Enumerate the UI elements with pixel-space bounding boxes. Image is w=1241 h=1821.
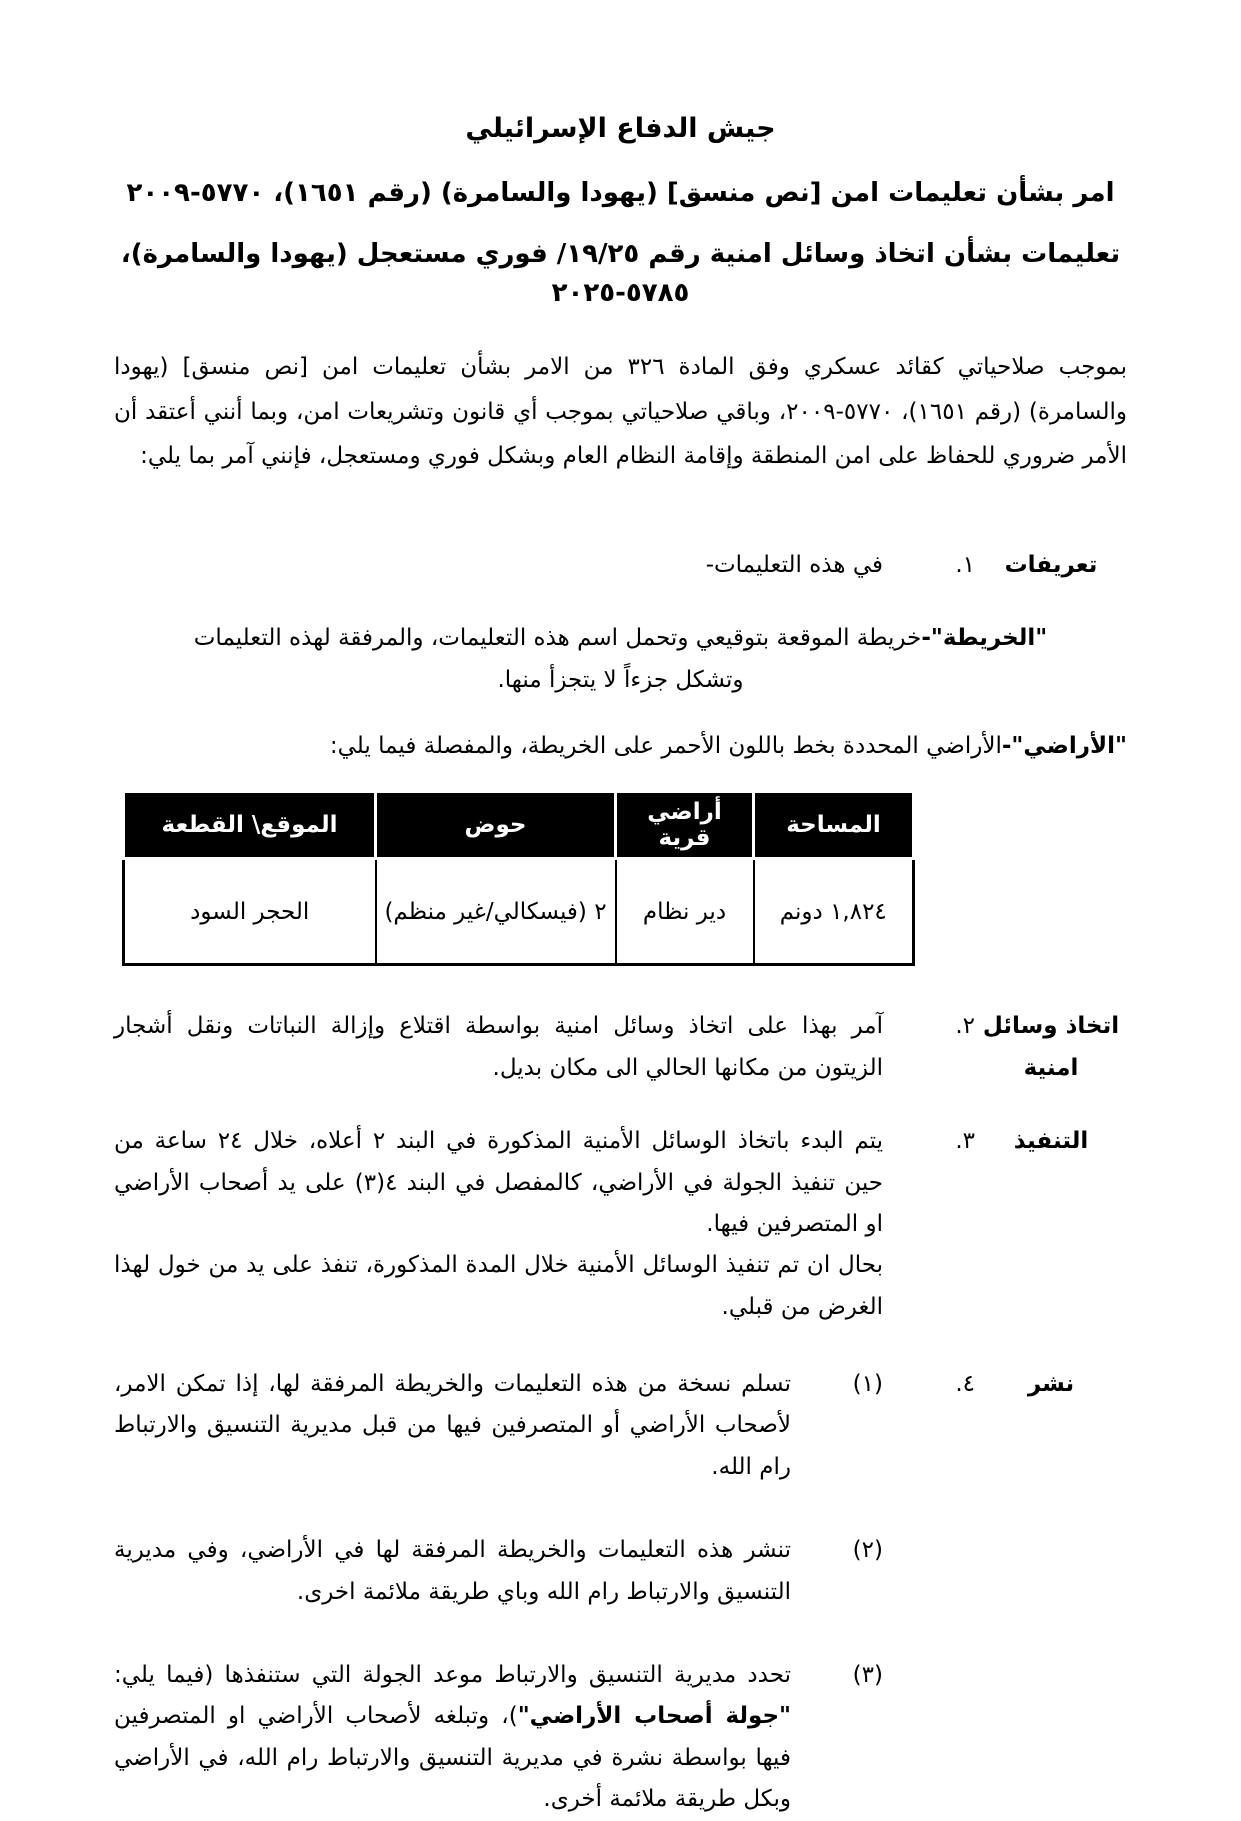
column-header-location-plot: الموقع\ القطعة bbox=[124, 792, 376, 859]
definition-map bbox=[114, 617, 1127, 702]
cell-location-plot: الحجر السود bbox=[124, 859, 376, 965]
section-number-4: ٤. bbox=[955, 1371, 975, 1398]
section-definitions bbox=[114, 545, 1127, 586]
column-header-village-lands: أراضي قرية bbox=[616, 792, 754, 859]
land-table-wrap bbox=[114, 790, 1127, 966]
subitem-body-2: تنشر هذه التعليمات والخريطة المرفقة لها في الأراضي، وفي مديرية التنسيق والارتباط رام الله وباي طريقة ملائمة اخرى. bbox=[114, 1537, 791, 1605]
section-publication-item-3 bbox=[114, 1655, 1127, 1821]
section-publication-item-1 bbox=[114, 1364, 1127, 1488]
definition-map-text-line2: وتشكل جزءاً لا يتجزأ منها. bbox=[497, 667, 744, 694]
subitem-3-text-before: تحدد مديرية التنسيق والارتباط موعد الجولة التي ستنفذها (فيما يلي: bbox=[114, 1662, 791, 1689]
definition-map-text-line1: خريطة الموقعة بتوقيعي وتحمل اسم هذه التعليمات، والمرفقة لهذه التعليمات bbox=[193, 624, 922, 651]
order-title: امر بشأن تعليمات امن [نص منسق] (يهودا والسامرة) (رقم ١٦٥١)، ٥٧٧٠-٢٠٠٩ bbox=[126, 177, 1115, 208]
section-number-2: ٢. bbox=[955, 1013, 975, 1040]
section-label-definitions: تعريفات bbox=[1004, 552, 1098, 579]
column-header-basin: حوض bbox=[376, 792, 616, 859]
execution-paragraph-1: يتم البدء باتخاذ الوسائل الأمنية المذكورة في البند ٢ أعلاه، خلال ٢٤ ساعة من حين تنفيذ الجولة في الأراضي، كالمفصل في البند ٤(٣) على يد أصحاب الأراضي او المتصرفين فيها. bbox=[114, 1128, 883, 1237]
definition-lands bbox=[114, 725, 1127, 768]
instructions-title: تعليمات بشأن اتخاذ وسائل امنية رقم ١٩/٢٥/ فوري مستعجل (يهودا والسامرة)، ٥٧٨٥-٢٠٢٥ bbox=[120, 238, 1121, 308]
section-publication-item-2 bbox=[114, 1530, 1127, 1613]
subitem-3-bold-term: "جولة أصحاب الأراضي" bbox=[517, 1703, 792, 1730]
column-header-area: المساحة bbox=[754, 792, 914, 859]
cell-area: ١,٨٢٤ دونم bbox=[754, 859, 914, 965]
table-row bbox=[124, 859, 914, 965]
section-body-definitions: في هذه التعليمات- bbox=[705, 552, 883, 579]
definition-map-term: "الخريطة"- bbox=[921, 624, 1048, 651]
subitem-body-1: تسلم نسخة من هذه التعليمات والخريطة المرفقة لها، إذا تمكن الامر، لأصحاب الأراضي أو المتصرفين فيها من قبل مديرية التنسيق والارتباط رام الله. bbox=[114, 1371, 791, 1480]
definition-lands-term: "الأراضي"- bbox=[1001, 732, 1127, 759]
subitem-number-3: (٣) bbox=[852, 1662, 883, 1689]
section-body-security-measures: آمر بهذا على اتخاذ وسائل امنية بواسطة اقتلاع وإزالة النباتات ونقل أشجار الزيتون من مكانها الحالي الى مكان بديل. bbox=[114, 1013, 883, 1081]
cell-basin: ٢ (فيسكالي/غير منظم) bbox=[376, 859, 616, 965]
title-block bbox=[114, 110, 1127, 313]
land-table bbox=[122, 790, 915, 966]
org-title: جيش الدفاع الإسرائيلي bbox=[465, 113, 776, 144]
subitem-body-3 bbox=[114, 1655, 791, 1821]
section-number-3: ٣. bbox=[955, 1128, 975, 1155]
preamble-paragraph: بموجب صلاحياتي كقائد عسكري وفق المادة ٣٢٦ من الامر بشأن تعليمات امن [نص منسق] (يهودا والسامرة) (رقم ١٦٥١)، ٥٧٧٠-٢٠٠٩، وباقي صلاحياتي بموجب أي قانون وتشريعات امن، وبما أنني أعتقد أن الأمر ضروري للحفاظ على امن المنطقة وإقامة النظام العام وبشكل فوري ومستعجل، فإنني آمر بما يلي: bbox=[114, 353, 1127, 470]
subitem-number-2: (٢) bbox=[852, 1537, 883, 1564]
cell-village-lands: دير نظام bbox=[616, 859, 754, 965]
subitem-3-text-after: )، وتبلغه لأصحاب الأراضي او المتصرفين فيها بواسطة نشرة في مديرية التنسيق والارتباط رام الله، في الأراضي وبكل طريقة ملائمة أخرى. bbox=[114, 1703, 791, 1813]
section-number-1: ١. bbox=[955, 552, 975, 579]
land-table-header-row bbox=[124, 792, 914, 859]
section-execution bbox=[114, 1121, 1127, 1328]
section-security-measures bbox=[114, 1006, 1127, 1089]
section-label-security-measures: اتخاذ وسائل امنية bbox=[982, 1013, 1120, 1081]
definition-lands-text: الأراضي المحددة بخط باللون الأحمر على الخريطة، والمفصلة فيما يلي: bbox=[329, 732, 1002, 759]
subitem-number-1: (١) bbox=[852, 1371, 883, 1398]
section-body-execution bbox=[114, 1121, 883, 1328]
execution-paragraph-2: بحال ان تم تنفيذ الوسائل الأمنية خلال المدة المذكورة، تنفذ على يد من خول لهذا الغرض من قبلي. bbox=[114, 1252, 883, 1320]
section-label-publication: نشر bbox=[1027, 1371, 1075, 1398]
section-label-execution: التنفيذ bbox=[1013, 1128, 1089, 1155]
